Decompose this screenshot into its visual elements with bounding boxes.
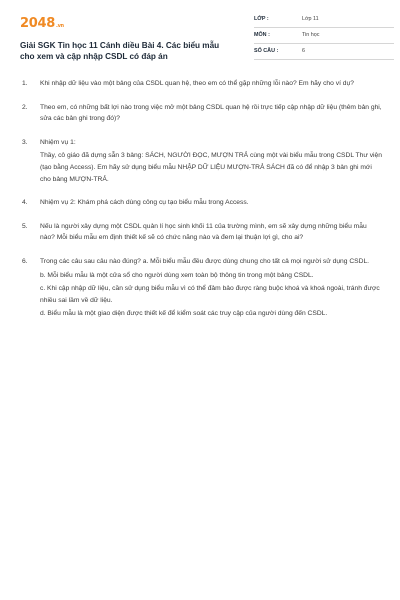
question-number: 6.	[22, 257, 28, 265]
question-text: Theo em, có những bất lợi nào trong việc mở một bảng CSDL quan hệ rồi trực tiếp cập nhập dữ liệu (thêm bản ghi, sửa các bản ghi trong đó)?	[40, 103, 382, 123]
document-title: Giải SGK Tin học 11 Cánh diều Bài 4. Các biểu mẫu cho xem và cập nhập CSDL có đáp án	[20, 41, 220, 61]
question-number: 2.	[22, 103, 28, 111]
question-item	[20, 102, 382, 125]
answer-option: b. Mỗi biểu mẫu là một cửa sổ cho người dùng xem toàn bộ thông tin trong một bảng CSDL.	[40, 271, 314, 279]
meta-key: MÔN :	[254, 32, 270, 38]
question-item	[20, 197, 382, 209]
question-number: 1.	[22, 80, 28, 87]
logo-main-text: 2048	[20, 16, 55, 31]
question-text: Trong các câu sau câu nào đúng? a. Mỗi biểu mẫu đều được dùng chung cho tất cả mọi người sử dụng CSDL.	[40, 257, 370, 265]
question-text: Thầy, cô giáo đã dựng sẵn 3 bảng: SÁCH, NGƯỜI ĐỌC, MƯỢN TRẢ cùng một vài biểu mẫu trong CSDL Thư viện (tạo bằng Access). Em hãy sử dụng biểu mẫu NHẬP DỮ LIỆU MƯỢN-TRẢ SÁCH đã có để nhập 3 bản ghi mới cho bảng MƯỢN-TRẢ.	[40, 152, 382, 183]
answer-option: d. Biểu mẫu là một giao diện được thiết kế để kiểm soát các truy cập của người dùng đến CSDL.	[40, 310, 328, 318]
site-logo[interactable]	[20, 16, 64, 31]
question-number: 3.	[22, 138, 28, 146]
meta-value: 6	[302, 48, 305, 54]
logo-suffix-text: .vn	[55, 23, 64, 29]
question-text: Khi nhập dữ liệu vào một bảng của CSDL quan hệ, theo em có thể gặp những lỗi nào? Em hãy cho ví dụ?	[40, 80, 354, 87]
page-header	[20, 12, 380, 62]
question-number: 5.	[22, 222, 28, 230]
question-item	[20, 137, 382, 185]
question-item	[20, 256, 382, 320]
question-number: 4.	[22, 199, 28, 207]
question-item	[20, 78, 382, 90]
meta-key: LỚP :	[254, 16, 269, 22]
answer-option: c. Khi cập nhập dữ liệu, cần sử dụng biểu mẫu vì có thể đảm bảo được ràng buộc khoá và khoá ngoài, tránh được nhiều sai lầm về dữ liệu.	[40, 285, 380, 304]
question-text: Nhiệm vụ 1:	[40, 138, 76, 146]
meta-row-subject	[254, 28, 394, 44]
meta-table	[254, 12, 394, 60]
meta-row-grade	[254, 12, 394, 28]
question-text: Nhiệm vụ 2: Khám phá cách dùng công cụ tạo biểu mẫu trong Access.	[40, 199, 249, 207]
meta-row-question-count	[254, 44, 394, 60]
meta-key: SỐ CÂU :	[254, 48, 279, 54]
meta-value: Lớp 11	[302, 16, 319, 22]
question-item	[20, 221, 382, 244]
meta-value: Tin học	[302, 32, 320, 38]
question-text: Nếu là người xây dựng một CSDL quản lí học sinh khối 11 của trường mình, em sẽ xây dựng những biểu mẫu nào? Mỗi biểu mẫu em định thiết kế sẽ có chức năng nào và đem lại thuận lợi gì, cho ai?	[40, 222, 367, 242]
questions-list	[20, 78, 382, 320]
